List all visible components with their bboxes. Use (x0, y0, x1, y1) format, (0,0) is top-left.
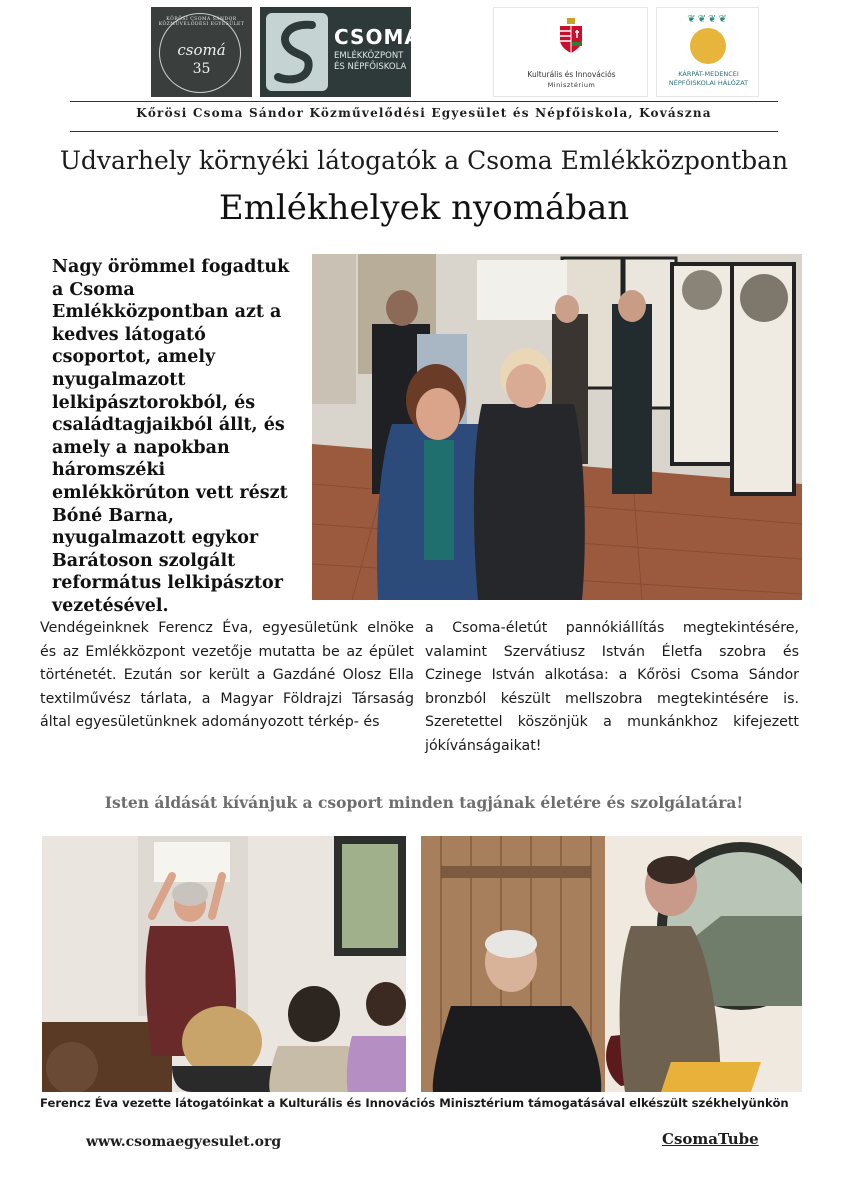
article-title: Emlékhelyek nyomában (218, 188, 630, 228)
footer-csomatube-link[interactable]: CsomaTube (662, 1130, 759, 1148)
article-body-column-2: a Csoma-életút pannókiállítás megtekintésére, valamint Szervátiusz István Életfa szobra és Czinege István alkotása: a Kőrösi Csoma Sándor bronzból készült mellszobra megtekintésére is. Szeretettel köszönjük a munkánkhoz kifejezett jókívánságaikat! (425, 620, 799, 754)
ministry-text (494, 70, 649, 90)
logo-ministry (493, 7, 648, 97)
photo-caption: Ferencz Éva vezette látogatóinkat a Kulturális és Innovációs Minisztérium támogatásával elkészült székhelyünkön (40, 1096, 789, 1110)
network-text (657, 70, 760, 88)
ministry-line2: Minisztérium (547, 81, 596, 89)
hungarian-crest-icon (558, 18, 584, 54)
sun-icon (690, 28, 726, 64)
header-rule-bottom (70, 131, 778, 132)
logo-name: csomá (177, 41, 226, 59)
ministry-line1: Kulturális és Innovációs (527, 70, 616, 79)
photo-exhibition-visitors (312, 254, 802, 600)
organization-name: Kőrösi Csoma Sándor Közművelődési Egyesület és Népfőiskola, Kovászna (136, 106, 712, 120)
leaf-ornament-icon: ❦❦❦❦ (687, 14, 729, 25)
logo-nepfoiskolai-halozat (656, 7, 759, 97)
logo-egyesulet-35 (151, 7, 252, 97)
logo-subtitle-line2: ÉS NÉPFŐISKOLA (334, 62, 407, 72)
logo-ring-text: KŐRÖSI CSOMA SÁNDOR KÖZMŰVELŐDÉSI EGYESÜLET (158, 17, 245, 27)
csoma-mark-icon (266, 13, 328, 91)
network-line2: NÉPFŐISKOLAI HÁLÓZAT (668, 79, 749, 87)
article-subtitle: Udvarhely környéki látogatók a Csoma Emlékközpontban (59, 146, 789, 175)
photo-textile-and-visitors (421, 836, 802, 1092)
article-lead: Nagy örömmel fogadtuk a Csoma Emlékközpontban azt a kedves látogató csoportot, amely nyugalmazott lelkipásztorokból, és családtagjaikból állt, és amely a napokban háromszéki emlékkörúton vett részt Bóné Barna, nyugalmazott egykor Barátoson szolgált református lelkipásztor vezetésével. (52, 257, 290, 616)
logo-number: 35 (192, 61, 211, 77)
logo-subtitle (334, 51, 406, 73)
photo-presentation (42, 836, 406, 1092)
header-rule-top (70, 101, 778, 102)
article-body-column-1: Vendégeinknek Ferencz Éva, egyesületünk elnöke és az Emlékközpont vezetője mutatta be az épület történetét. Ezután sor került a Gazdáné Olosz Ella textilművész tárlata, a Magyar Földrajzi Társaság által egyesületünknek adományozott térkép- és (40, 620, 414, 730)
logo-title: CSOMA (334, 25, 421, 49)
article-blessing: Isten áldását kívánjuk a csoport minden tagjának életére és szolgálatára! (104, 793, 744, 812)
logo-subtitle-line1: EMLÉKKÖZPONT (334, 51, 404, 61)
network-line1: KÁRPÁT-MEDENCEI (678, 70, 739, 78)
footer-website-link[interactable]: www.csomaegyesulet.org (86, 1134, 282, 1150)
logo-csoma-emlekkozpont (260, 7, 421, 97)
